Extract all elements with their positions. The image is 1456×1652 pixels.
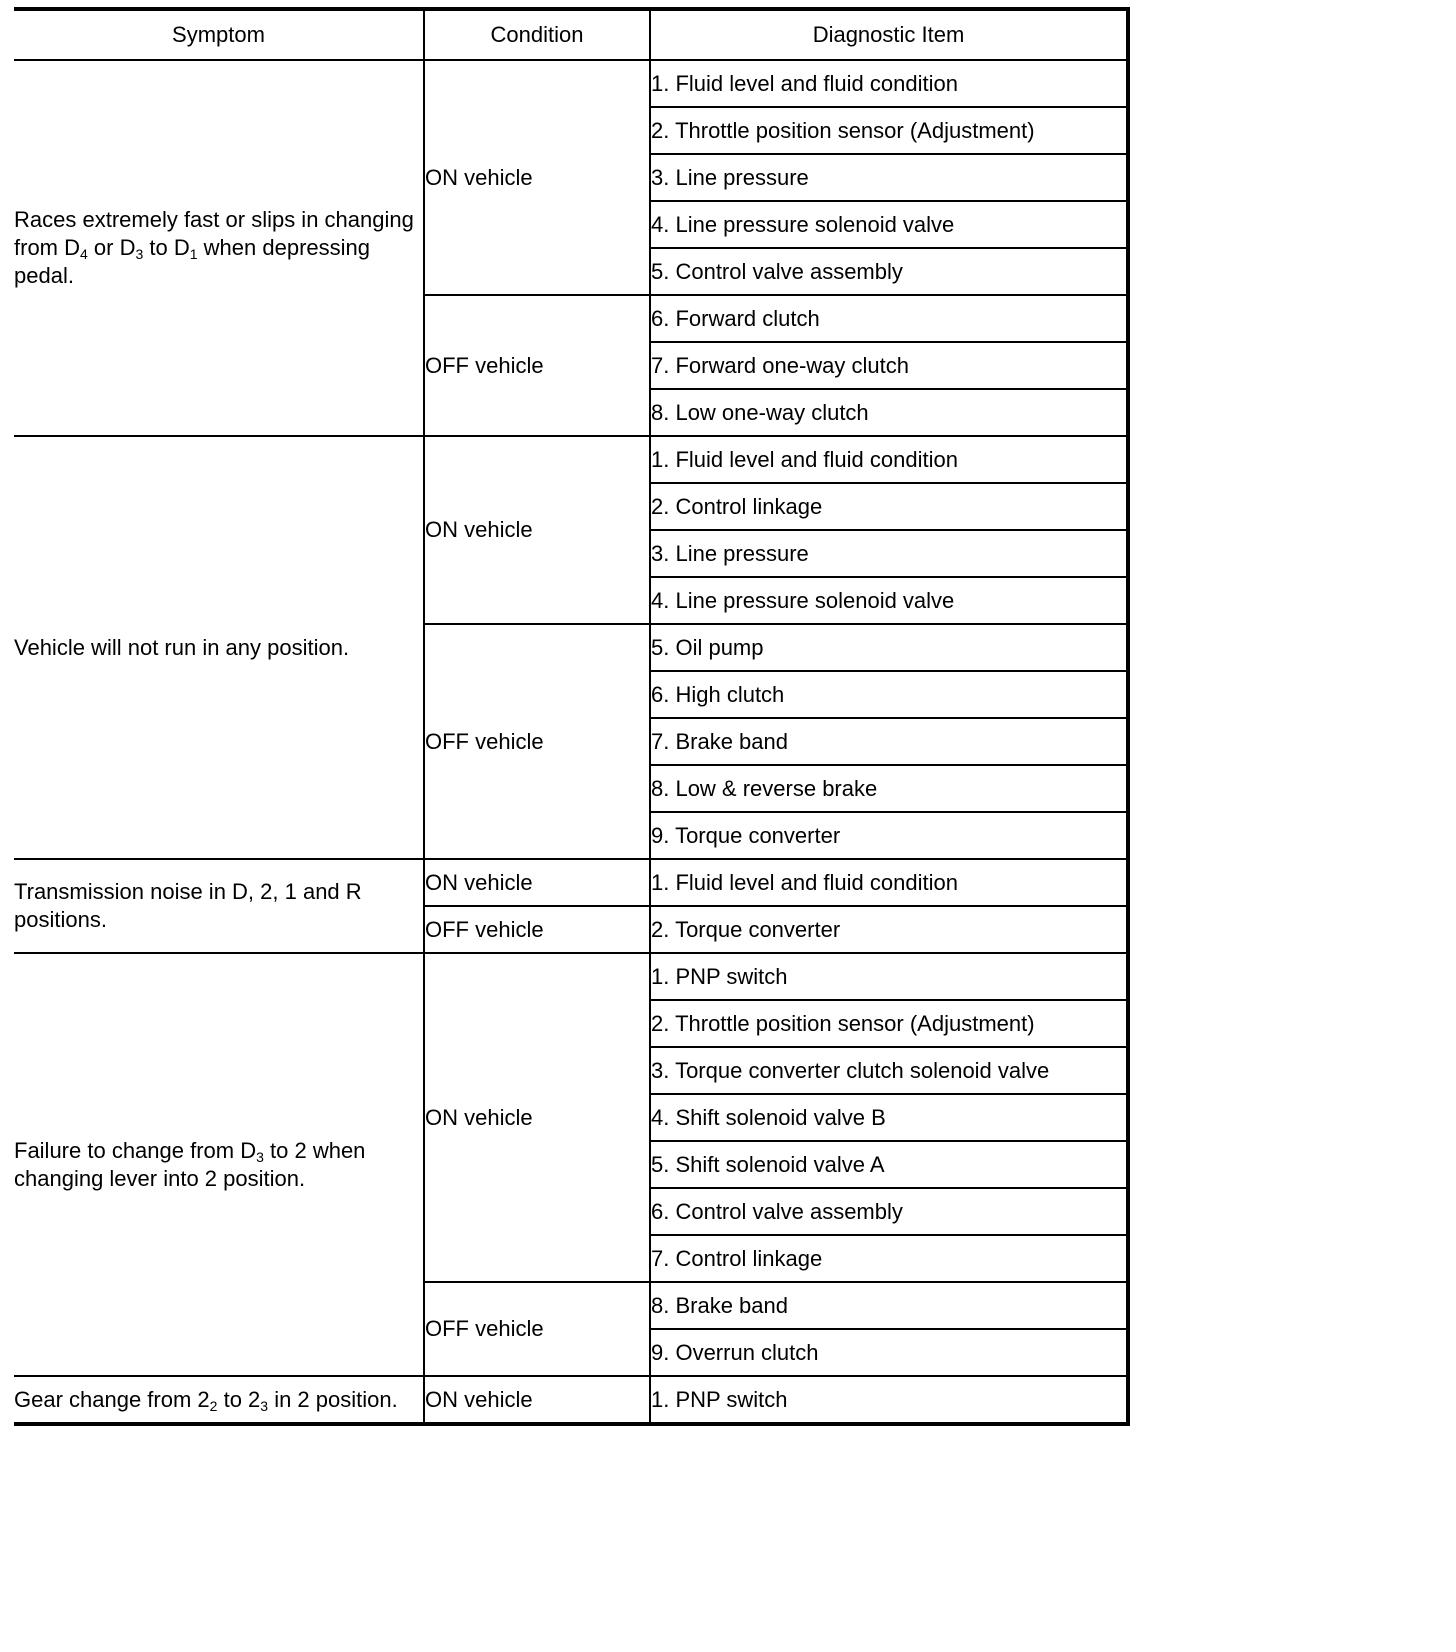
symptom-text: Failure to change from D — [14, 1137, 257, 1163]
diagnostic-item-cell: 8. Low & reverse brake — [650, 765, 1128, 812]
header-diagnostic-item: Diagnostic Item — [650, 9, 1128, 60]
diagnostic-item-cell: 9. Overrun clutch — [650, 1329, 1128, 1376]
condition-cell: ON vehicle — [424, 859, 650, 906]
diagnostic-item-cell: 5. Control valve assembly — [650, 248, 1128, 295]
diagnostic-item-cell: 5. Shift solenoid valve A — [650, 1141, 1128, 1188]
symptom-text: Vehicle will not run in any position. — [14, 634, 350, 660]
table-row — [14, 1376, 1128, 1424]
diagnostic-item-cell: 3. Line pressure — [650, 530, 1128, 577]
diagnostic-item-cell: 3. Torque converter clutch solenoid valve — [650, 1047, 1128, 1094]
symptom-cell — [14, 953, 424, 1376]
diagnostic-table-document — [14, 7, 1130, 1426]
diagnostic-item-cell: 2. Throttle position sensor (Adjustment) — [650, 1000, 1128, 1047]
condition-cell: OFF vehicle — [424, 1282, 650, 1376]
condition-cell: ON vehicle — [424, 953, 650, 1282]
symptom-subscript: 1 — [189, 246, 198, 262]
symptom-text: or D — [87, 235, 136, 260]
condition-cell: OFF vehicle — [424, 624, 650, 859]
header-row — [14, 9, 1128, 60]
diagnostic-item-cell: 2. Control linkage — [650, 483, 1128, 530]
symptom-cell — [14, 436, 424, 859]
diagnostic-item-cell: 1. PNP switch — [650, 953, 1128, 1000]
symptom-subscript: 2 — [209, 1397, 218, 1414]
diagnostic-item-cell: 5. Oil pump — [650, 624, 1128, 671]
diagnostic-table-body — [14, 60, 1128, 1424]
diagnostic-item-cell: 4. Shift solenoid valve B — [650, 1094, 1128, 1141]
header-condition: Condition — [424, 9, 650, 60]
diagnostic-item-cell: 4. Line pressure solenoid valve — [650, 201, 1128, 248]
condition-cell: OFF vehicle — [424, 295, 650, 436]
condition-cell: ON vehicle — [424, 60, 650, 295]
symptom-text: to D — [143, 235, 190, 260]
diagnostic-item-cell: 3. Line pressure — [650, 154, 1128, 201]
condition-cell: ON vehicle — [424, 436, 650, 624]
table-row — [14, 436, 1128, 483]
diagnostic-item-cell: 2. Torque converter — [650, 906, 1128, 953]
diagnostic-table — [14, 7, 1130, 1426]
symptom-subscript: 3 — [135, 246, 144, 262]
symptom-text: Gear change from 2 — [14, 1386, 210, 1412]
symptom-cell — [14, 60, 424, 436]
condition-cell: ON vehicle — [424, 1376, 650, 1424]
condition-cell: OFF vehicle — [424, 906, 650, 953]
diagnostic-item-cell: 8. Low one-way clutch — [650, 389, 1128, 436]
diagnostic-item-cell: 6. Forward clutch — [650, 295, 1128, 342]
diagnostic-item-cell: 7. Control linkage — [650, 1235, 1128, 1282]
symptom-text: Races extremely fast or slips in changing from D — [14, 207, 414, 260]
diagnostic-item-cell: 9. Torque converter — [650, 812, 1128, 859]
diagnostic-item-cell: 6. High clutch — [650, 671, 1128, 718]
header-symptom: Symptom — [14, 9, 424, 60]
diagnostic-item-cell: 7. Forward one-way clutch — [650, 342, 1128, 389]
symptom-text: to 2 when changing lever into 2 position. — [14, 1137, 366, 1191]
diagnostic-item-cell: 7. Brake band — [650, 718, 1128, 765]
diagnostic-item-cell: 1. Fluid level and fluid condition — [650, 859, 1128, 906]
symptom-subscript: 3 — [260, 1397, 269, 1414]
table-row — [14, 953, 1128, 1000]
table-row — [14, 859, 1128, 906]
symptom-text: to 2 — [217, 1386, 261, 1412]
table-row — [14, 60, 1128, 107]
diagnostic-item-cell: 1. Fluid level and fluid condition — [650, 436, 1128, 483]
diagnostic-item-cell: 6. Control valve assembly — [650, 1188, 1128, 1235]
symptom-text: in 2 position. — [268, 1386, 398, 1412]
symptom-cell — [14, 1376, 424, 1424]
symptom-subscript: 3 — [256, 1148, 264, 1165]
symptom-subscript: 4 — [80, 246, 88, 262]
diagnostic-item-cell: 4. Line pressure solenoid valve — [650, 577, 1128, 624]
symptom-cell — [14, 859, 424, 953]
diagnostic-item-cell: 1. PNP switch — [650, 1376, 1128, 1424]
diagnostic-item-cell: 1. Fluid level and fluid condition — [650, 60, 1128, 107]
diagnostic-item-cell: 2. Throttle position sensor (Adjustment) — [650, 107, 1128, 154]
diagnostic-item-cell: 8. Brake band — [650, 1282, 1128, 1329]
symptom-text: Transmission noise in D, 2, 1 and R positions. — [14, 879, 362, 932]
symptom-text: when depressing pedal. — [14, 235, 370, 288]
